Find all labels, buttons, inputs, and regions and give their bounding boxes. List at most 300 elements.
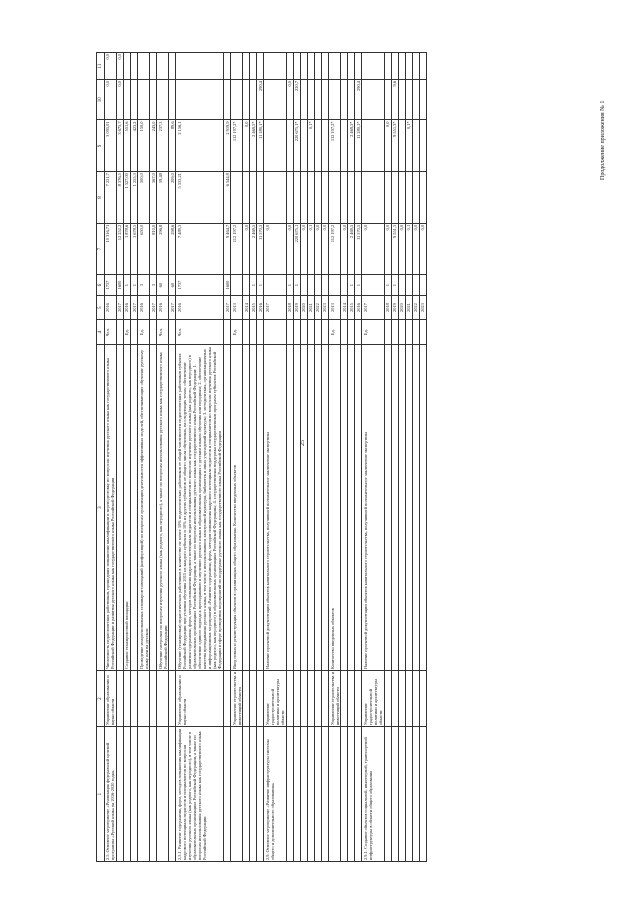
table-cell [286, 53, 293, 80]
table-cell [348, 320, 355, 345]
table-cell [419, 172, 426, 224]
table-cell: 2017 [150, 295, 157, 320]
table-cell [391, 345, 398, 671]
table-cell: Управление строительства и инвестиций области [231, 672, 242, 726]
table-cell: 3 095,01 [104, 120, 116, 172]
table-row [104, 53, 116, 862]
table-cell [314, 727, 321, 862]
table-cell: 1 [131, 275, 138, 295]
table-cell [224, 53, 231, 80]
table-cell: Количество введенных объектов [329, 345, 341, 671]
table-cell [348, 80, 355, 120]
table-cell [224, 671, 231, 727]
table-cell: 10 316,71 [104, 223, 116, 275]
table-row [329, 53, 341, 862]
table-cell: 551,6 [123, 120, 130, 172]
table-cell [341, 345, 348, 671]
table-cell: Ед. [362, 320, 384, 345]
table-cell: 500,0 [138, 172, 150, 224]
table-cell: 2.9.1. Создание объектов социальной, инженерной, транспортной инфраструктуры в области общего образования [362, 727, 384, 862]
table-cell: Управление образования и науки области [176, 671, 224, 727]
table-cell [419, 120, 426, 172]
table-cell: 2022 [412, 295, 419, 320]
table-cell [419, 53, 426, 80]
table-cell: 0,0 [314, 223, 321, 275]
table-cell: 290,4 [355, 80, 362, 120]
table-cell [123, 727, 130, 862]
table-cell [384, 80, 391, 120]
table-cell [355, 172, 362, 224]
table-cell: 11 570,5 [355, 223, 362, 275]
table-cell [157, 671, 169, 727]
table-cell [250, 80, 257, 120]
table-cell: 9 464,7 [224, 223, 231, 275]
table-cell [412, 120, 419, 172]
table-cell [264, 80, 286, 120]
table-cell [224, 727, 231, 862]
table-cell [398, 120, 405, 172]
table-cell: 11 280,1* [257, 120, 264, 172]
table-cell [300, 80, 307, 120]
table-cell [412, 53, 419, 80]
table-cell: 2019 [391, 295, 398, 320]
table-cell [224, 345, 231, 671]
table-cell [300, 671, 307, 727]
table-cell [243, 80, 250, 120]
table-cell [362, 120, 384, 172]
table-cell: 2.5.1. Развитие содержания, форм, методов повышения квалификации кадрового потенциала педагогов и специалистов по вопросам изучения русского языка (как родного, как неродного), в том числе в образовательных организациях Российской Федерации, а также по вопросам использования русского языка как государственного языка Российской Федерации [176, 727, 224, 862]
table-cell [176, 53, 224, 80]
table-cell: 2018 [384, 295, 391, 320]
table-row [231, 53, 243, 862]
table-cell [157, 53, 169, 80]
table-cell [131, 320, 138, 345]
table-cell [384, 671, 391, 727]
table-cell [131, 727, 138, 862]
table-cell [405, 320, 412, 345]
table-cell: Обучение (стажировки) педагогических работников в количестве не менее 10% педагогических работников от общей численности педагогических работников субъекта Российской Федерации при условии обучения 2015 из каждого субъекта и 10% из других субъектов от общего числа обученных, на следующих темах: обеспечение развития содержания, форм, методов повышения кадрового потенциала педагогов и специалистов по вопросам изучения русского языка (как родного, как неродного) в образовательных организациях Российской Федерации, а также по вопросам использования русского языка как государственного языка Российской Федерации: 1. обеспечение единого подхода к преподаванию и изучению русского языка в образовательных организациях с русским языком обучения или неродным; 2. обеспечение качества преподавания русского языка, в том числе с использованием электронной культуры, библиотек и иных учреждений культуры; 3. методических, организационных и информационных мероприятий «Развитие содержания, форм, методов повышения кадрового потенциала педагогов и специалистов по вопросам изучения русского языка (как родного, как неродного) в образовательных организациях Российской Федерации»; 4. государственная поддержка государственным программ субъектов Российской Федерации в сфере проведения мероприятий по поддержке русского языка как государственного языка Российской Федерации [176, 345, 224, 671]
table-cell [405, 80, 412, 120]
table-cell [300, 53, 307, 80]
table-cell: 0,0 [384, 120, 391, 172]
table-row [307, 53, 314, 862]
table-cell [286, 120, 293, 172]
table-row [224, 53, 231, 862]
table-cell: 0,0 [264, 223, 286, 275]
table-cell: 2016 [138, 295, 150, 320]
appendix-note: Продолжение приложения № 1 [600, 100, 606, 180]
column-number: 10 [97, 80, 105, 120]
column-number: 2 [97, 671, 105, 727]
table-cell: 5 333,21 [176, 172, 224, 224]
table-cell [169, 671, 176, 727]
table-cell: 0,0 [116, 80, 123, 120]
table-cell [116, 727, 123, 862]
table-row [300, 53, 307, 862]
column-number: 6 [97, 275, 105, 295]
table-cell: 0,0 [300, 223, 307, 275]
table-cell [348, 172, 355, 224]
table-cell [176, 80, 224, 120]
table-row [131, 53, 138, 862]
table-cell: 2 156,1 [176, 120, 224, 172]
table-cell: 0,0 [116, 53, 123, 80]
table-cell: 60 [169, 275, 176, 295]
table-cell: Ввод новых и реконструкция объектов в организациях общего образования. Количество введенных объектов [231, 345, 243, 671]
table-cell: 290,4 [257, 80, 264, 120]
table-cell: 2017 [116, 295, 123, 320]
table-cell [224, 80, 231, 120]
table-cell [355, 53, 362, 80]
table-cell [250, 727, 257, 862]
table-cell: 0,0 [384, 223, 391, 275]
table-cell [405, 172, 412, 224]
table-cell [329, 727, 341, 862]
table-cell [348, 727, 355, 862]
table-cell: 112 197,2 [231, 223, 243, 275]
table-cell: Ед. [329, 320, 341, 345]
table-cell: 810,0 [150, 223, 157, 275]
column-number: 9 [97, 120, 105, 172]
table-cell: 1 878,6 [123, 223, 130, 275]
table-row [341, 53, 348, 862]
table-cell [405, 345, 412, 671]
table-cell [264, 120, 286, 172]
table-cell [116, 345, 123, 671]
table-cell: 7 221,7 [104, 172, 116, 224]
table-cell: Управление градостроительной политики и архитектуры области [264, 671, 286, 727]
table-cell [341, 727, 348, 862]
table-cell: 0,0 [362, 223, 384, 275]
column-number: 3 [97, 345, 105, 671]
table-cell [307, 53, 314, 80]
table-cell: 2017 [224, 295, 231, 320]
table-cell [300, 345, 307, 671]
column-number: 1 [97, 727, 105, 862]
table-cell [391, 320, 398, 345]
table-cell: 0,1* [405, 120, 412, 172]
table-cell [307, 320, 314, 345]
table-cell [412, 80, 419, 120]
table-cell [250, 345, 257, 671]
table-cell [321, 345, 328, 671]
table-cell: 2.5. Основное мероприятие «Реализация федеральной целевой программы «Русский язык» на 2016-2020 годы» [104, 727, 116, 862]
table-cell [362, 53, 384, 80]
table-cell [286, 345, 293, 671]
table-cell: 296,8 [157, 223, 169, 275]
table-cell [243, 320, 250, 345]
table-cell: 2013 [329, 295, 341, 320]
table-cell [243, 53, 250, 80]
table-cell [131, 80, 138, 120]
table-cell [250, 671, 257, 727]
table-cell [300, 172, 307, 224]
table-cell [138, 80, 150, 120]
table-row [250, 53, 257, 862]
column-number: 4 [97, 320, 105, 345]
table-cell: Наличие проектной документации объектов капитального строительства, получившей положительное заключение экспертизы [362, 345, 384, 671]
table-cell: 2018 [286, 295, 293, 320]
table-cell [257, 671, 264, 727]
table-row [264, 53, 286, 862]
table-row [169, 53, 176, 862]
table-cell [293, 671, 300, 727]
table-row [286, 53, 293, 862]
table-cell [398, 172, 405, 224]
table-cell: 220 675,1* [293, 120, 300, 172]
table-cell [116, 320, 123, 345]
table-cell: 0,1 [307, 223, 314, 275]
table-cell: 3 [150, 275, 157, 295]
table-cell: 7 489,3 [176, 223, 224, 275]
table-cell: 209,0 [169, 172, 176, 224]
table-cell [231, 727, 243, 862]
table-cell [138, 727, 150, 862]
table-cell: 0,1* [307, 120, 314, 172]
table-cell [348, 53, 355, 80]
table-cell [169, 320, 176, 345]
table-cell [131, 345, 138, 671]
table-cell: Управление градостроительной политики и архитектуры области [362, 671, 384, 727]
table-cell: 1 [286, 275, 293, 295]
table-cell [138, 671, 150, 727]
table-cell: 1600 [116, 275, 123, 295]
table-cell [321, 53, 328, 80]
table-cell: 0,0 [321, 223, 328, 275]
table-cell [224, 320, 231, 345]
table-cell [355, 727, 362, 862]
table-cell [257, 345, 264, 671]
table-cell: 2.9. Основное мероприятие «Развитие инфраструктуры системы общего и дополнительного образования» [264, 727, 286, 862]
table-cell [150, 320, 157, 345]
table-row [176, 53, 224, 862]
table-cell [300, 727, 307, 862]
table-cell [157, 727, 169, 862]
table-cell: 1737 [104, 275, 116, 295]
table-cell [257, 172, 264, 224]
table-cell [300, 275, 307, 295]
table-cell [243, 172, 250, 224]
table-cell [250, 172, 257, 224]
table-cell [405, 275, 412, 295]
table-cell [412, 671, 419, 727]
table-cell: 6 544,8 [224, 172, 231, 224]
table-row [321, 53, 328, 862]
table-cell [307, 172, 314, 224]
table-cell: 1 [250, 275, 257, 295]
table-cell [243, 671, 250, 727]
table-cell: 1 [293, 275, 300, 295]
column-number: 8 [97, 172, 105, 224]
table-cell: 2016 [157, 295, 169, 320]
table-cell [264, 53, 286, 80]
table-row [123, 53, 130, 862]
table-cell: Управление образования и науки области [104, 671, 116, 727]
table-cell: 0,0 [286, 223, 293, 275]
table-body [104, 53, 426, 862]
table-cell [398, 671, 405, 727]
table-cell: 112 197,2 [329, 223, 341, 275]
table-cell: 9 551,3* [391, 120, 398, 172]
table-cell [231, 80, 243, 120]
table-cell [293, 345, 300, 671]
table-cell: 2 469,5* [348, 120, 355, 172]
table-cell: 2020 [398, 295, 405, 320]
table-cell [398, 727, 405, 862]
table-cell: 2023 [321, 295, 328, 320]
table-cell [412, 320, 419, 345]
table-cell [243, 345, 250, 671]
table-cell [321, 120, 328, 172]
table-cell: 0,0 [243, 120, 250, 172]
table-cell: 2 469,5* [250, 120, 257, 172]
table-cell [131, 53, 138, 80]
table-cell [419, 727, 426, 862]
table-cell: 220 675,1 [293, 223, 300, 275]
table-cell [384, 727, 391, 862]
column-number-row [97, 53, 105, 862]
table-cell [398, 275, 405, 295]
table-cell: 2013 [231, 295, 243, 320]
table-cell [314, 53, 321, 80]
table-cell [329, 275, 341, 295]
table-cell [314, 671, 321, 727]
table-cell: Чел. [104, 320, 116, 345]
table-cell: Ед. [231, 320, 243, 345]
table-cell: 2 919,9 [224, 120, 231, 172]
table-cell: 2014 [341, 295, 348, 320]
table-cell: 59,48 [157, 172, 169, 224]
table-cell [355, 671, 362, 727]
table-cell [243, 275, 250, 295]
table-cell [362, 80, 384, 120]
table-cell [384, 53, 391, 80]
table-cell [286, 671, 293, 727]
table-cell: 12 252,2 [116, 223, 123, 275]
table-cell: 0,0 [412, 223, 419, 275]
table-cell [307, 727, 314, 862]
table-cell: 2017 [264, 295, 286, 320]
table-cell [264, 320, 286, 345]
table-cell [150, 671, 157, 727]
table-cell: 1 327,00 [123, 172, 130, 224]
table-cell: 2021 [307, 295, 314, 320]
table-cell: Ед. [123, 320, 130, 345]
table-cell: 11 280,1* [355, 120, 362, 172]
table-cell: 60 [157, 275, 169, 295]
table-cell [329, 53, 341, 80]
table-cell [286, 727, 293, 862]
table-cell: 0,0 [398, 223, 405, 275]
table-cell: 220,7 [293, 80, 300, 120]
table-cell [405, 727, 412, 862]
table-cell [405, 53, 412, 80]
table-cell: 298,6 [169, 223, 176, 275]
table-cell [257, 53, 264, 80]
table-cell [131, 671, 138, 727]
table-cell: 2019 [293, 295, 300, 320]
table-cell [157, 80, 169, 120]
table-cell [321, 172, 328, 224]
table-cell [329, 80, 341, 120]
table-cell [293, 320, 300, 345]
table-cell [348, 671, 355, 727]
table-cell: 9 551,3 [391, 223, 398, 275]
column-number: 5 [97, 295, 105, 320]
table-row [412, 53, 419, 862]
table-cell: 0,0 [286, 80, 293, 120]
table-cell [169, 80, 176, 120]
table-row [362, 53, 384, 862]
table-cell [329, 172, 341, 224]
table-cell: 567,0 [150, 172, 157, 224]
table-row [157, 53, 169, 862]
table-cell [362, 172, 384, 224]
table-cell [419, 275, 426, 295]
table-cell: 2020 [300, 295, 307, 320]
table-cell [321, 275, 328, 295]
table-cell: 0,0 [243, 223, 250, 275]
table-row [150, 53, 157, 862]
table-cell [314, 80, 321, 120]
table-cell [123, 671, 130, 727]
table-cell: 423,2 [131, 120, 138, 172]
table-cell [300, 320, 307, 345]
table-cell: 2 469,5 [250, 223, 257, 275]
table-cell [250, 53, 257, 80]
table-row [116, 53, 123, 862]
table-cell: 0,1 [405, 223, 412, 275]
table-cell [257, 727, 264, 862]
table-cell [150, 80, 157, 120]
table-cell [398, 320, 405, 345]
table-cell [391, 727, 398, 862]
page-number: 25 [300, 440, 306, 446]
table-cell: Обучение гастролям по вопросам изучения русского языка (как родного, как неродного), а также по вопросам использования русского языка как государственного языка Российской Федерации [157, 345, 169, 671]
table-cell [362, 275, 384, 295]
table-cell: 1 678,5 [131, 223, 138, 275]
table-cell [150, 53, 157, 80]
table-cell [321, 320, 328, 345]
table-cell [341, 53, 348, 80]
table-cell: Численность педагогических работников, прошедших повышение квалификации и переподготовку по вопросам изучения русского языка как государственного языка Российской Федерации и развития русского языка как государственного языка Российской Федерации [104, 345, 116, 671]
table-cell: 1737 [176, 275, 224, 295]
table-cell: 0,0 [419, 223, 426, 275]
table-cell: 3 [138, 275, 150, 295]
table-cell: 2022 [314, 295, 321, 320]
table-row [348, 53, 355, 862]
table-cell [341, 172, 348, 224]
table-cell: 2017 [131, 295, 138, 320]
column-number: 11 [97, 53, 105, 80]
table-cell: 2016 [355, 295, 362, 320]
table-cell [341, 120, 348, 172]
table-cell: 2015 [348, 295, 355, 320]
table-cell: 2017 [362, 295, 384, 320]
table-cell [286, 172, 293, 224]
table-cell [314, 120, 321, 172]
table-cell [419, 320, 426, 345]
table-cell [321, 80, 328, 120]
table-cell [419, 80, 426, 120]
table-cell [384, 320, 391, 345]
table-cell [314, 172, 321, 224]
table-cell [321, 671, 328, 727]
table-cell [384, 345, 391, 671]
table-row [243, 53, 250, 862]
table-cell [391, 671, 398, 727]
table-cell: 650,0 [138, 223, 150, 275]
